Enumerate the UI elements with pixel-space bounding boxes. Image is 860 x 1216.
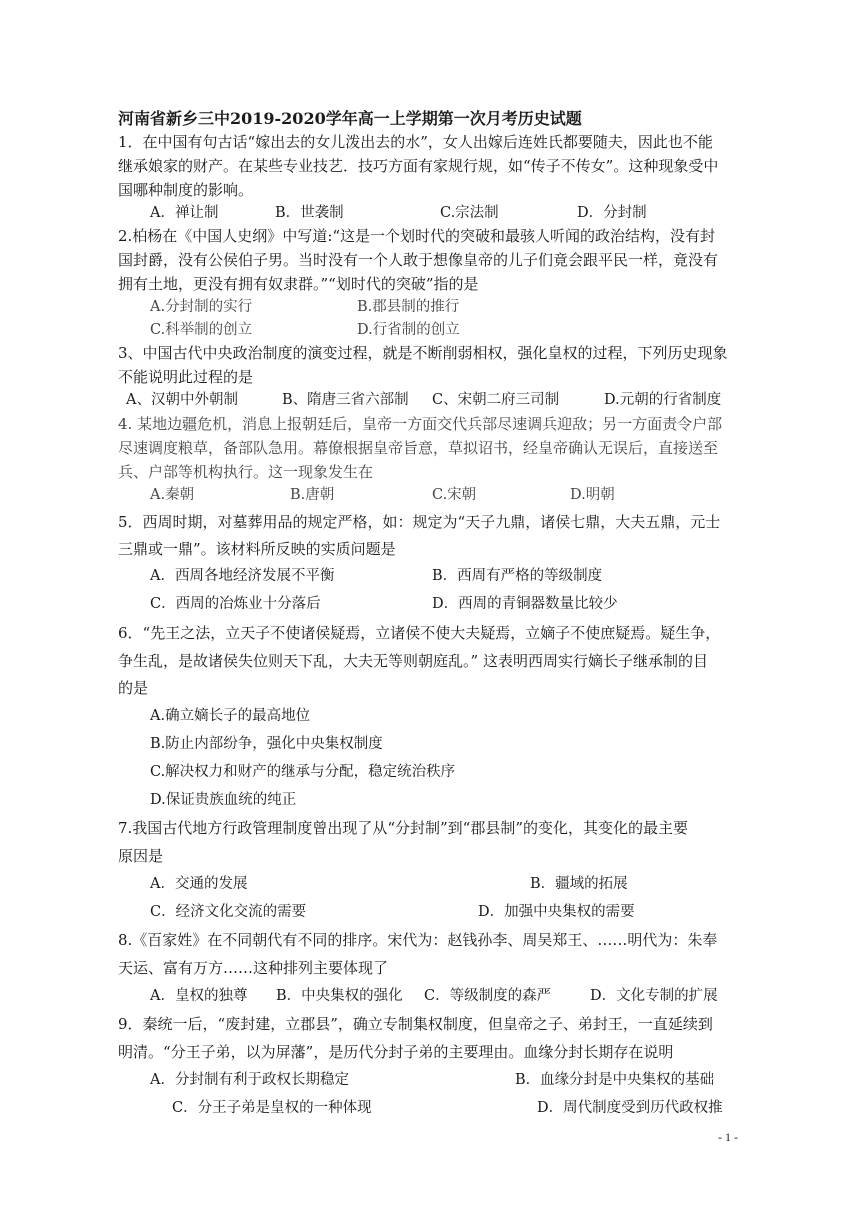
q6-option-b: B.防止内部纷争，强化中央集权制度 [150, 736, 383, 752]
q3-option-b: B、隋唐三省六部制 [282, 392, 409, 408]
q4-stem-line-1: 4. 某地边疆危机，消息上报朝廷后，皇帝一方面交代兵部尽速调兵迎敌；另一方面责令户部 [118, 415, 723, 433]
q3-option-a: A、汉朝中外朝制 [126, 392, 238, 408]
q3-stem-line-2: 不能说明此过程的是 [118, 368, 254, 386]
page-number: - 1 - [718, 1130, 738, 1144]
q5-option-b: B．西周有严格的等级制度 [432, 568, 603, 584]
q9-option-b: B．血缘分封是中央集权的基础 [515, 1072, 715, 1088]
q4-stem-line-2: 尽速调度粮草，备部队急用。幕僚根据皇帝旨意，草拟诏书，经皇帝确认无误后，直接送至 [118, 439, 719, 457]
q2-option-a: A.分封制的实行 [150, 299, 253, 315]
q4-option-b: B.唐朝 [290, 487, 335, 503]
q3-stem-line-1: 3、中国古代中央政治制度的演变过程，就是不断削弱相权，强化皇权的过程，下列历史现象 [118, 344, 728, 362]
q2-option-c: C.科举制的创立 [150, 322, 253, 338]
q1-stem-line-3: 国哪种制度的影响。 [118, 181, 254, 199]
q5-option-a: A．西周各地经济发展不平衡 [150, 568, 335, 584]
q6-stem-line-2: 争生乱，是故诸侯失位则天下乱，大夫无等则朝庭乱。” 这表明西周实行嫡长子继承制的目 [118, 652, 708, 670]
q7-option-a: A．交通的发展 [150, 876, 248, 892]
q6-option-c: C.解决权力和财产的继承与分配，稳定统治秩序 [150, 764, 456, 780]
q6-stem-line-3: 的是 [118, 679, 149, 697]
q7-option-d: D．加强中央集权的需要 [478, 904, 635, 920]
q2-option-d: D.行省制的创立 [357, 322, 460, 338]
q5-stem-line-1: 5．西周时期，对墓葬用品的规定严格，如：规定为“天子九鼎，诸侯七鼎，大夫五鼎，元士 [118, 513, 721, 531]
q8-stem-line-1: 8.《百家姓》在不同朝代有不同的排序。宋代为：赵钱孙李、周吴郑王、……明代为：朱奉 [118, 931, 718, 949]
q6-option-a: A.确立嫡长子的最高地位 [150, 708, 311, 724]
q7-option-b: B．疆域的拓展 [530, 876, 628, 892]
q1-option-d: D．分封制 [577, 205, 647, 221]
q7-stem-line-1: 7.我国古代地方行政管理制度曾出现了从“分封制”到“郡县制”的变化，其变化的最主要 [118, 819, 688, 837]
q4-option-c: C.宋朝 [432, 487, 477, 503]
q1-option-c: C.宗法制 [440, 205, 499, 221]
q1-stem-line-2: 继承娘家的财产。在某些专业技艺．技巧方面有家规行规，如“传子不传女”。这种现象受中 [118, 157, 719, 175]
q9-stem-line-1: 9．秦统一后，“废封建，立郡县”，确立专制集权制度，但皇帝之子、弟封王，一直延续到 [118, 1015, 713, 1033]
q2-stem-line-2: 国封爵，没有公侯伯子男。当时没有一个人敢于想像皇帝的儿子们竟会跟平民一样，竟没有 [118, 251, 719, 269]
q4-option-d: D.明朝 [570, 487, 615, 503]
q3-option-d: D.元朝的行省制度 [604, 392, 722, 408]
q8-option-b: B．中央集权的强化 [276, 988, 403, 1004]
q2-stem-line-1: 2.柏杨在《中国人史纲》中写道:“这是一个划时代的突破和最骇人听闻的政治结构，没有封 [118, 227, 716, 245]
q4-stem-line-3: 兵、户部等机构执行。这一现象发生在 [118, 463, 374, 481]
q8-option-c: C．等级制度的森严 [424, 988, 552, 1004]
q1-stem-line-1: 1．在中国有句古话“嫁出去的女儿泼出去的水”，女人出嫁后连姓氏都要随夫，因此也不能 [118, 133, 713, 151]
q2-stem-line-3: 拥有土地，更没有拥有奴隶群。”“划时代的突破”指的是 [118, 275, 479, 293]
q5-option-d: D．西周的青铜器数量比较少 [432, 596, 618, 612]
q8-option-d: D．文化专制的扩展 [590, 988, 718, 1004]
q9-stem-line-2: 明清。“分王子弟，以为屏藩”，是历代分封子弟的主要理由。血缘分封长期存在说明 [118, 1043, 674, 1061]
q5-option-c: C．西周的冶炼业十分落后 [150, 596, 321, 612]
q6-option-d: D.保证贵族血统的纯正 [150, 792, 297, 808]
page-title: 河南省新乡三中2019-2020学年高一上学期第一次月考历史试题 [118, 109, 582, 128]
q1-option-b: B．世袭制 [275, 205, 344, 221]
q4-option-a: A.秦朝 [150, 487, 195, 503]
q3-option-c: C、宋朝二府三司制 [432, 392, 560, 408]
q7-stem-line-2: 原因是 [118, 847, 164, 865]
q6-stem-line-1: 6．“先王之法，立天子不使诸侯疑焉，立诸侯不使大夫疑焉，立嫡子不使庶疑焉。疑生争， [118, 624, 721, 642]
q7-option-c: C．经济文化交流的需要 [150, 904, 307, 920]
q8-stem-line-2: 天运、富有万方……这种排列主要体现了 [118, 959, 389, 977]
q2-option-b: B.郡县制的推行 [357, 299, 460, 315]
q9-option-c: C．分王子弟是皇权的一种体现 [172, 1100, 372, 1116]
q9-option-a: A．分封制有利于政权长期稳定 [150, 1072, 349, 1088]
q1-option-a: A．禅让制 [150, 205, 219, 221]
q8-option-a: A．皇权的独尊 [150, 988, 248, 1004]
q9-option-d: D．周代制度受到历代政权推 [537, 1100, 723, 1116]
q5-stem-line-2: 三鼎或一鼎”。该材料所反映的实质问题是 [118, 540, 396, 558]
